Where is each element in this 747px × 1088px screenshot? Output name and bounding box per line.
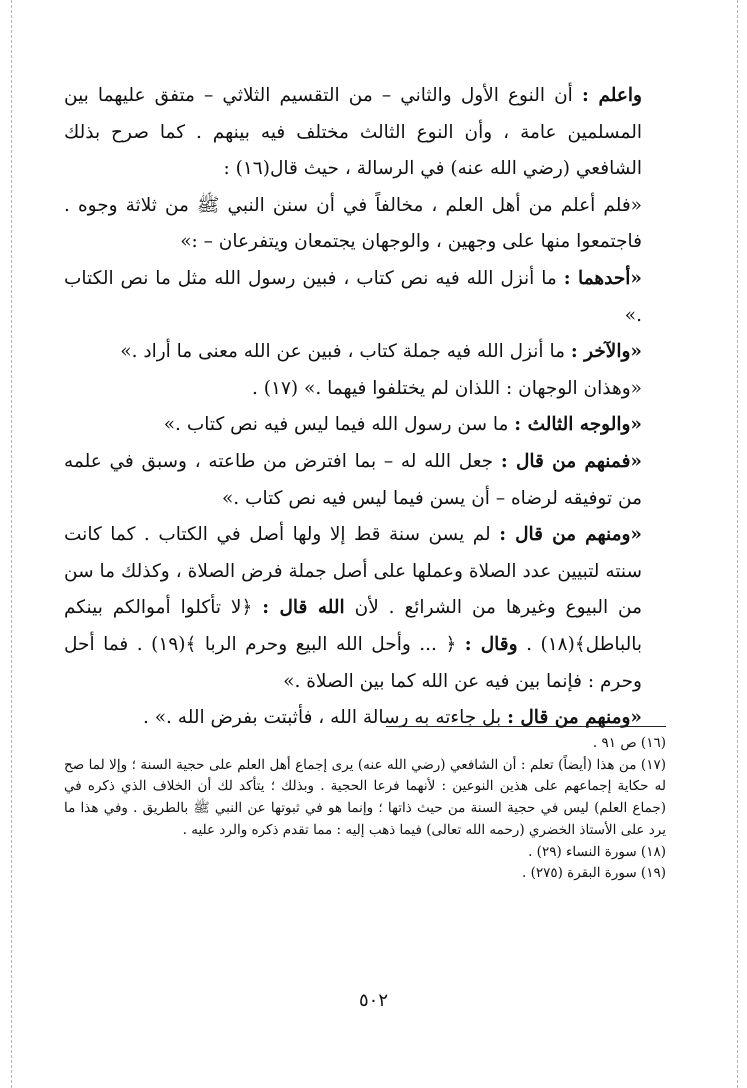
footnote-ref: (١٨): [540, 633, 575, 655]
quote-line: [64, 700, 666, 737]
footnote-17: (١٧) من هذا (أيضاً) تعلم : أن الشافعي (رضي الله عنه) يرى إجماع أهل العلم على حجية السنة ؛ وإلا لما صح له حكاية إجماعهم على هذين النوعين : لأنهما فرعا الحجية . وبذلك ؛ يتأكد لك أن الخلاف الذي ذكره في (جماع العلم) ليس في حجية السنة من حيث ذاتها ؛ وإنما هو في ثبوتها عن النبي ﷺ بالطريق . وفي هذا ما يرد على الأستاذ الخضري (رحمه الله تعالى) فيما ذهب إليه : مما تقدم ذكره والرد عليه .: [64, 756, 666, 838]
page-number: ٥٠٢: [358, 990, 388, 1011]
quote-line: «فلم أعلم من أهل العلم ، مخالفاً في أن سنن النبي ﷺ من ثلاثة وجوه . فاجتمعوا منها على وجهين ، والوجهان يجتمعان ويتفرعان – :»: [64, 194, 642, 253]
lead-word: الله قال :: [262, 597, 345, 619]
quote-text: بل جاءته به رسالة الله ، فأثبتت بفرض الله .» .: [142, 707, 508, 729]
quote-text: . فما أحل وحرم : فإنما بين فيه عن الله كما بين الصلاة .»: [64, 633, 642, 692]
punctuation: .: [252, 377, 264, 399]
quote-line: [64, 334, 666, 371]
page-edge-left: [11, 0, 12, 1088]
footnote-ref: (١٦): [235, 158, 270, 180]
punctuation: .: [517, 633, 541, 655]
quran-verse: ﴿ ... وأحل الله البيع وحرم الربا ﴾: [185, 633, 465, 655]
footnote-ref: (١٩): [151, 633, 186, 655]
paragraph-intro: [64, 78, 666, 188]
footnote-18: (١٨) سورة النساء (٢٩) .: [528, 843, 666, 860]
quote-line: [64, 371, 666, 408]
quote-text: لم يسن سنة قط إلا ولها أصل في الكتاب . كما كانت سنته لتبيين عدد الصلاة وعملها على أصل جملة فرض الصلاة ، وكذلك ما سن من البيوع وغيرها من الشرائع . لأن: [64, 524, 642, 619]
lead-word: واعلم :: [581, 85, 642, 106]
footnote-ref: (١٧): [263, 377, 304, 399]
quote-line: [64, 261, 666, 334]
quote-text: «وهذان الوجهان : اللذان لم يختلفوا فيهما .»: [304, 377, 642, 399]
quote-line: [64, 407, 666, 444]
lead-word: «ومنهم من قال :: [499, 524, 642, 546]
lead-word: «والوجه الثالث :: [514, 414, 642, 436]
footnote-16: (١٦) ص ٩١ .: [592, 735, 666, 751]
footnotes: [64, 733, 666, 885]
quote-text: ما أنزل الله فيه جملة كتاب ، فبين عن الله معنى ما أراد .»: [120, 341, 571, 363]
quote-line: [64, 444, 666, 517]
lead-word: «أحدهما :: [563, 267, 642, 289]
lead-word: وقال :: [464, 633, 518, 655]
paragraph-text: أن النوع الأول والثاني – من التقسيم الثلاثي – متفق عليهما بين المسلمين عامة ، وأن النوع الثالث مختلف فيه بينهم . كما صرح بذلك الشافعي (رضي الله عنه) في الرسالة ، حيث قال: [64, 85, 642, 180]
punctuation: :: [223, 158, 236, 180]
lead-word: «فمنهم من قال :: [500, 450, 642, 472]
footnote-19: (١٩) سورة البقرة (٢٧٥) .: [522, 865, 666, 882]
quote-text: جعل الله له – بما افترض من طاعته ، وسبق في علمه من توفيقه لرضاه – أن يسن فيما ليس فيه نص كتاب .»: [64, 450, 642, 509]
lead-word: «ومنهم من قال :: [507, 707, 642, 729]
quote-text: ما سن رسول الله فيما ليس فيه نص كتاب .»: [163, 414, 515, 436]
quran-verse: ﴿لا تأكلوا أموالكم بينكم بالباطل﴾: [64, 597, 642, 655]
footnote-separator: [386, 726, 666, 727]
lead-word: «والآخر :: [570, 341, 642, 363]
page-edge-right: [737, 0, 738, 1088]
quote-text: ما أنزل الله فيه نص كتاب ، فبين رسول الله مثل ما نص الكتاب .»: [64, 267, 642, 326]
main-text: [64, 78, 666, 737]
quote-line: [64, 517, 666, 700]
